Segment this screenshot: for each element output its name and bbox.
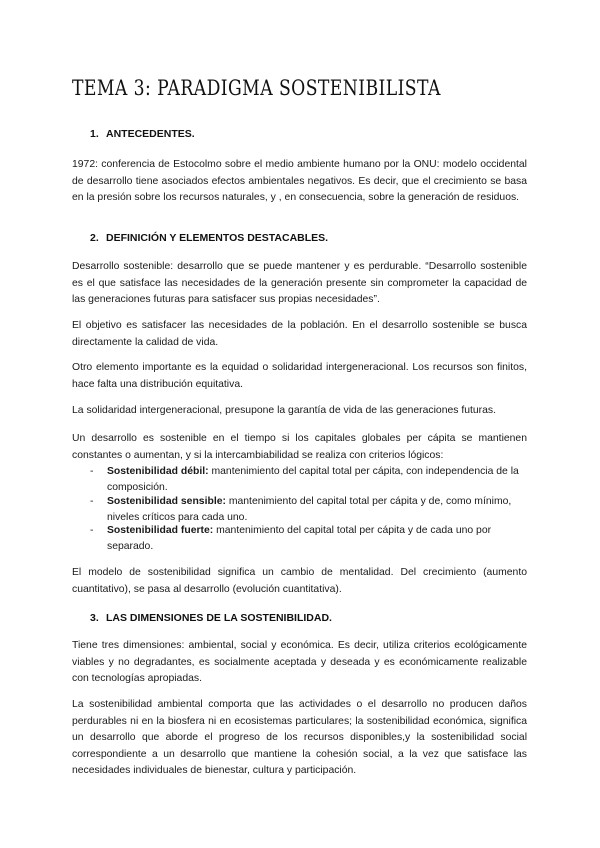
list-dash: - — [90, 466, 94, 477]
paragraph-dimensiones: Tiene tres dimensiones: ambiental, social y económica. Es decir, utiliza criterios ecológicamente viables y no degradantes, es socialmente aceptada y deseada y es económicamente realizable con tecnologías apropiadas. — [72, 640, 527, 685]
list-dash: - — [90, 525, 94, 536]
list-item — [90, 523, 527, 554]
list-term: Sostenibilidad sensible: — [107, 496, 226, 507]
paragraph-equidad: Otro elemento importante es la equidad o solidaridad intergeneracional. Los recursos son finitos, hace falta una distribución equitativa. — [72, 362, 527, 390]
section-title: ANTECEDENTES. — [106, 128, 195, 140]
list-dash: - — [90, 496, 94, 507]
section-heading-1 — [90, 128, 195, 140]
list-text: mantenimiento del capital total per cápita, con independencia de la composición. — [107, 466, 519, 493]
paragraph-antecedentes: 1972: conferencia de Estocolmo sobre el medio ambiente humano por la ONU: modelo occidental de desarrollo tiene asociados efectos ambientales negativos. Es decir, que el crecimiento se basa en la presión sobre los recursos naturales, y , en consecuencia, sobre la generación de residuos. — [72, 159, 527, 204]
paragraph-capitales: Un desarrollo es sostenible en el tiempo si los capitales globales per cápita se mantienen constantes o aumentan, y si la intercambiabilidad se realiza con criterios lógicos: — [72, 433, 527, 461]
list-term: Sostenibilidad débil: — [107, 466, 209, 477]
list-item — [90, 464, 527, 495]
section-heading-3 — [90, 612, 332, 624]
section-number: 3. — [90, 612, 99, 624]
section-number: 1. — [90, 128, 99, 140]
paragraph-ambiental: La sostenibilidad ambiental comporta que las actividades o el desarrollo no producen daños perdurables ni en la biosfera ni en ecosistemas particulares; la sostenibilidad económica, significa un desarrollo que aborde el progreso de los recursos disponibles,y la sostenibilidad social correspondiente a un desarrollo que mantiene la cohesión social, a la vez que satisface las necesidades individuales de bienestar, cultura y participación. — [72, 699, 527, 777]
section-number: 2. — [90, 232, 99, 244]
list-item — [90, 494, 527, 525]
paragraph-solidaridad: La solidaridad intergeneracional, presupone la garantía de vida de las generaciones futuras. — [72, 405, 496, 416]
list-term: Sostenibilidad fuerte: — [107, 525, 214, 536]
section-heading-2 — [90, 232, 328, 244]
page-title: TEMA 3: PARADIGMA SOSTENIBILISTA — [72, 76, 441, 100]
list-text: mantenimiento del capital total per cápita y de, como mínimo, niveles críticos para cada uno. — [107, 496, 512, 523]
section-title: LAS DIMENSIONES DE LA SOSTENIBILIDAD. — [106, 612, 332, 624]
paragraph-modelo: El modelo de sostenibilidad significa un cambio de mentalidad. Del crecimiento (aumento cuantitativo), se pasa al desarrollo (evolución cuantitativa). — [72, 567, 527, 595]
list-text: mantenimiento del capital total per cápita y de cada uno por separado. — [107, 525, 492, 552]
section-title: DEFINICIÓN Y ELEMENTOS DESTACABLES. — [106, 232, 329, 244]
paragraph-objetivo: El objetivo es satisfacer las necesidades de la población. En el desarrollo sostenible se busca directamente la calidad de vida. — [72, 320, 527, 348]
paragraph-definicion: Desarrollo sostenible: desarrollo que se puede mantener y es perdurable. “Desarrollo sostenible es el que satisface las necesidades de la generación presente sin comprometer la capacidad de las generaciones futuras para satisfacer sus propias necesidades”. — [72, 261, 527, 306]
